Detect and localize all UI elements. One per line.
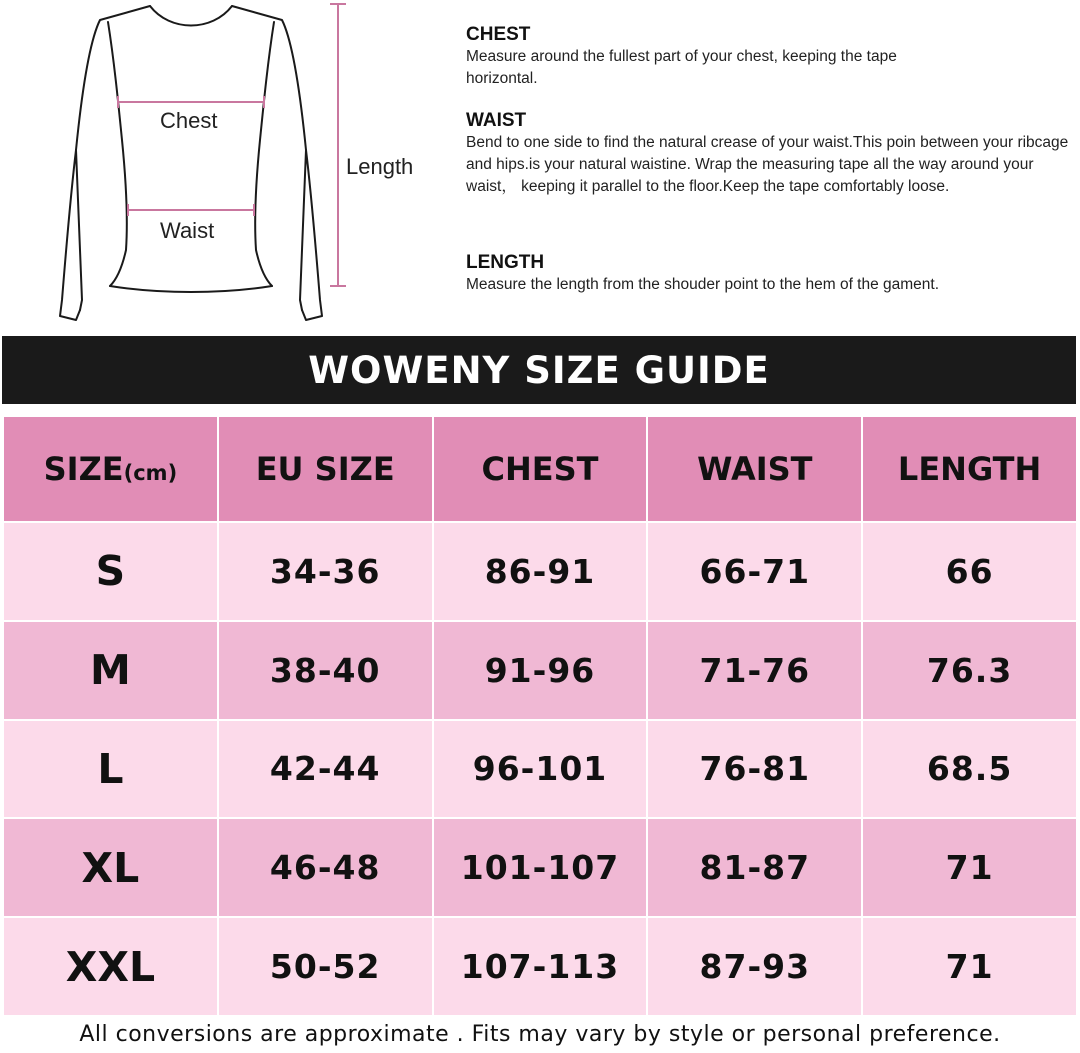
eu-size-cell: 42-44: [218, 720, 433, 819]
table-row: [3, 621, 1077, 720]
eu-size-cell: 34-36: [218, 522, 433, 621]
size-guide-title-bar: [2, 336, 1076, 404]
length-instruction-title: LENGTH: [466, 252, 545, 273]
header-size-unit: (cm): [123, 461, 178, 485]
table-row: [3, 818, 1077, 917]
header-size-label: SIZE: [43, 450, 124, 488]
length-cell: 71: [862, 917, 1077, 1016]
garment-diagram: [0, 0, 440, 330]
size-guide-title: WOWENY SIZE GUIDE: [308, 348, 770, 392]
header-waist: WAIST: [647, 416, 862, 522]
size-cell: M: [3, 621, 218, 720]
size-table: [2, 415, 1078, 1017]
table-header-row: [3, 416, 1077, 522]
header-eu-size: EU SIZE: [218, 416, 433, 522]
chest-cell: 107-113: [433, 917, 648, 1016]
length-instruction: [466, 252, 1072, 296]
length-cell: 76.3: [862, 621, 1077, 720]
table-row: [3, 522, 1077, 621]
table-row: [3, 720, 1077, 819]
waist-instruction-title: WAIST: [466, 110, 527, 131]
chest-cell: 91-96: [433, 621, 648, 720]
length-cell: 68.5: [862, 720, 1077, 819]
chest-label: Chest: [160, 108, 218, 133]
length-cell: 71: [862, 818, 1077, 917]
header-length: LENGTH: [862, 416, 1077, 522]
waist-label: Waist: [160, 218, 215, 243]
chest-instruction: [466, 24, 1072, 90]
header-chest: CHEST: [433, 416, 648, 522]
waist-cell: 76-81: [647, 720, 862, 819]
table-row: [3, 917, 1077, 1016]
size-cell: L: [3, 720, 218, 819]
waist-cell: 66-71: [647, 522, 862, 621]
waist-cell: 71-76: [647, 621, 862, 720]
waist-cell: 81-87: [647, 818, 862, 917]
length-instruction-text: Measure the length from the shouder point to the hem of the gament.: [466, 276, 940, 293]
chest-instruction-text: Measure around the fullest part of your chest, keeping the tape horizontal.: [466, 48, 897, 87]
chest-instruction-title: CHEST: [466, 24, 531, 45]
eu-size-cell: 50-52: [218, 917, 433, 1016]
fit-disclaimer: All conversions are approximate . Fits may vary by style or personal preference.: [79, 1022, 1001, 1047]
eu-size-cell: 38-40: [218, 621, 433, 720]
length-label: Length: [346, 154, 414, 179]
header-size: [3, 416, 218, 522]
size-cell: S: [3, 522, 218, 621]
waist-instruction: [466, 110, 1072, 198]
chest-cell: 96-101: [433, 720, 648, 819]
chest-cell: 86-91: [433, 522, 648, 621]
waist-cell: 87-93: [647, 917, 862, 1016]
size-cell: XL: [3, 818, 218, 917]
size-cell: XXL: [3, 917, 218, 1016]
waist-instruction-text: Bend to one side to find the natural crease of your waist.This poin between your ribcage and hips.is your natural waistine. Wrap the measuring tape all the way around your waist， keeping it parallel to the floor.Keep the tape comfortably loose.: [466, 134, 1069, 195]
chest-cell: 101-107: [433, 818, 648, 917]
eu-size-cell: 46-48: [218, 818, 433, 917]
length-cell: 66: [862, 522, 1077, 621]
